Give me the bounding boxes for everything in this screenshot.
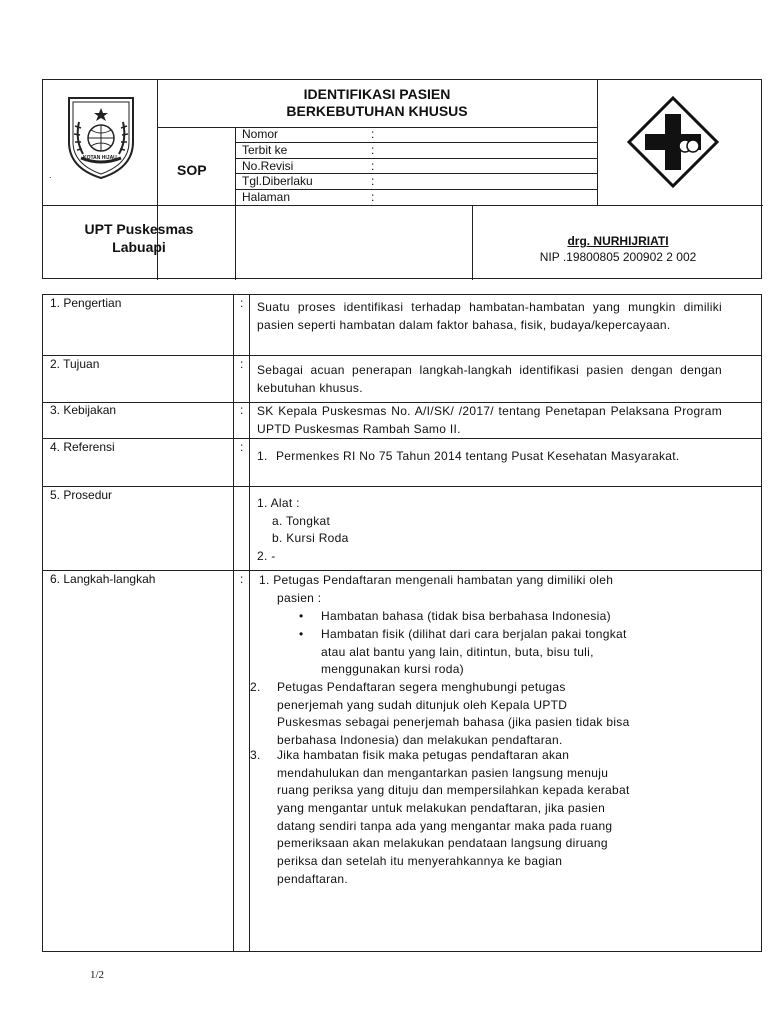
signer-name: drg. NURHIJRIATI (567, 234, 669, 248)
meta-row-tgl (236, 173, 597, 190)
bullet-icon: • (299, 609, 304, 623)
organization-name (43, 220, 235, 256)
sop-label: SOP (177, 162, 207, 178)
row-text-pengertian: Suatu proses identifikasi terhadap hambatan-hambatan yang mungkin dimiliki pasien seperti hambatan dalam faktor bahasa, fisik, budaya/kepercayaan. (257, 300, 722, 332)
dot-mark: . (49, 170, 52, 180)
row-colon: : (240, 440, 244, 454)
row-label-langkah: 6. Langkah-langkah (50, 572, 156, 586)
step-3-line-6: pemeriksaan akan melakukan pendataan langsung diruang (277, 836, 608, 850)
title-line-1: IDENTIFIKASI PASIEN (303, 86, 451, 102)
meta-sep: : (371, 190, 375, 204)
regency-emblem-icon (61, 92, 141, 180)
bullet-2-line-2: atau alat bantu yang lain, ditintun, buta, bisu tuli, (321, 645, 594, 659)
meta-label: Tgl.Diberlaku (242, 174, 313, 188)
row-colon: : (240, 403, 244, 417)
row-label-tujuan: 2. Tujuan (50, 357, 100, 371)
row-text-kebijakan: SK Kepala Puskesmas No. A/I/SK/ /2017/ tentang Penetapan Pelaksana Program UPTD Puskesmas Rambah Samo II. (257, 404, 722, 436)
meta-sep: : (371, 127, 375, 141)
meta-label: No.Revisi (242, 159, 294, 173)
meta-label: Nomor (242, 127, 279, 141)
prosedur-alat-a: a. Tongkat (272, 514, 331, 528)
row-label-pengertian: 1. Pengertian (50, 296, 122, 310)
step-3-number: 3. (250, 748, 261, 762)
meta-label: Halaman (242, 190, 291, 204)
step-3-line-7: periksa dan setelah itu menyerahkannya ke bagian (277, 854, 563, 868)
divider (597, 80, 598, 205)
step-3-line-5: datang sendiri tanpa ada yang mengantar maka pada ruang (277, 819, 613, 833)
page-number: 1/2 (90, 969, 105, 981)
org-line-2: Labuapi (112, 239, 166, 255)
emblem-text: KOTAN HIJAU (83, 155, 117, 161)
signer-nip: NIP .19800805 200902 2 002 (539, 250, 697, 264)
puskesmas-cross-icon (625, 94, 721, 190)
step-3-line-8: pendaftaran. (277, 872, 348, 886)
divider (249, 295, 250, 951)
bullet-2-line-3: menggunakan kursi roda) (321, 662, 464, 676)
row-text-tujuan: Sebagai acuan penerapan langkah-langkah identifikasi pasien dengan dengan kebutuhan khusus. (257, 363, 722, 395)
sop-header (42, 79, 762, 279)
title-line-2: BERKEBUTUHAN KHUSUS (286, 103, 468, 119)
divider (43, 486, 761, 487)
prosedur-item-2: 2. - (257, 549, 276, 563)
document-title (157, 86, 597, 120)
step-3-line-2: mendahulukan dan mengantarkan pasien langsung menuju (277, 766, 609, 780)
row-label-prosedur: 5. Prosedur (50, 488, 113, 502)
row-colon: : (240, 296, 244, 310)
meta-label: Terbit ke (242, 143, 288, 157)
meta-sep: : (371, 174, 375, 188)
meta-sep: : (371, 159, 375, 173)
divider (43, 355, 761, 356)
step-3-line-4: yang mengantar untuk melakukan pendaftaran, jika pasien (277, 801, 606, 815)
step-2-line-4: berbahasa Indonesia) dan melakukan pendaftaran. (277, 733, 563, 747)
row-text-referensi: Permenkes RI No 75 Tahun 2014 tentang Pusat Kesehatan Masyarakat. (276, 449, 680, 463)
step-2-number: 2. (250, 680, 261, 694)
prosedur-alat-b: b. Kursi Roda (272, 531, 349, 545)
divider (43, 438, 761, 439)
divider (233, 295, 234, 951)
meta-row-terbit (236, 142, 597, 159)
row-label-kebijakan: 3. Kebijakan (50, 403, 117, 417)
meta-row-halaman (236, 189, 597, 206)
bullet-1: Hambatan bahasa (tidak bisa berbahasa Indonesia) (321, 609, 611, 623)
ref-number: 1. (257, 449, 268, 463)
step-2-line-3: Puskesmas sebagai penerjemah bahasa (jika pasien tidak bisa (277, 715, 630, 729)
prosedur-alat: 1. Alat : (257, 496, 300, 510)
org-line-1: UPT Puskesmas (84, 221, 194, 237)
step-1-cont: pasien : (277, 591, 322, 605)
bullet-2-line-1: Hambatan fisik (dilihat dari cara berjalan pakai tongkat (321, 627, 627, 641)
step-1-head: 1. Petugas Pendaftaran mengenali hambatan yang dimiliki oleh (259, 573, 614, 587)
step-3-line-3: ruang periksa yang dituju dan mempersilahkan kepada kerabat (277, 783, 630, 797)
meta-row-nomor (236, 127, 597, 143)
row-label-referensi: 4. Referensi (50, 440, 115, 454)
meta-sep: : (371, 143, 375, 157)
row-colon: : (240, 572, 244, 586)
row-colon: : (240, 357, 244, 371)
step-2-line-2: penerjemah yang sudah ditunjuk oleh Kepala UPTD (277, 698, 568, 712)
step-2-line-1: Petugas Pendaftaran segera menghubungi petugas (277, 680, 566, 694)
step-3-line-1: Jika hambatan fisik maka petugas pendaftaran akan (277, 748, 570, 762)
meta-table (236, 127, 597, 205)
bullet-icon: • (299, 627, 304, 641)
